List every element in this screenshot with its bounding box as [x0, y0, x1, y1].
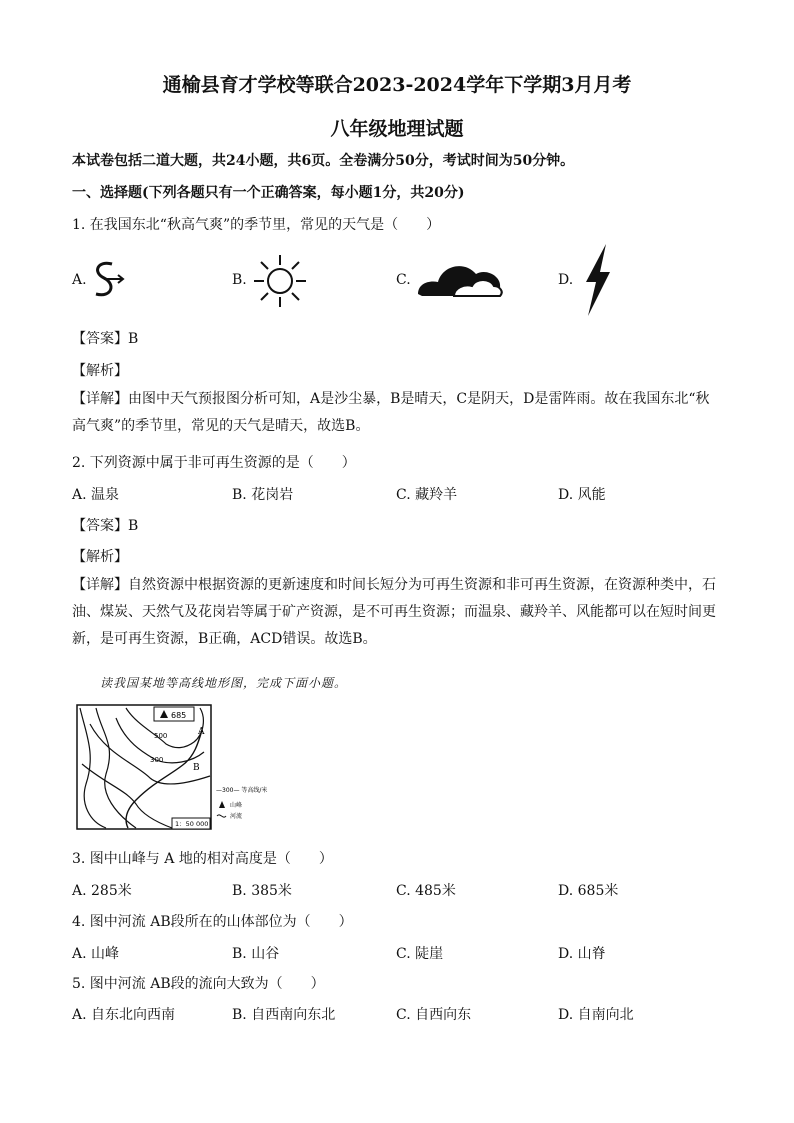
q3-option-a: A. 285米	[72, 883, 132, 899]
q4-option-a: A. 山峰	[72, 946, 120, 962]
q1-option-b: B.	[232, 272, 247, 288]
sandstorm-icon	[90, 258, 130, 302]
cloudy-icon	[414, 256, 506, 300]
q3-option-d: D. 685米	[558, 883, 619, 899]
legend-river-icon	[217, 815, 226, 817]
thunderstorm-icon	[580, 242, 614, 318]
point-a-label: A	[198, 727, 205, 737]
contour-label-300: 300	[150, 756, 164, 764]
sun-icon	[252, 253, 308, 309]
question-1-stem: 1. 在我国东北“秋高气爽”的季节里，常见的天气是（ ）	[72, 217, 441, 233]
section-heading: 一、选择题(下列各题只有一个正确答案，每小题1分，共20分)	[72, 185, 465, 201]
q5-option-b: B. 自西南向东北	[232, 1007, 336, 1023]
q1-option-c: C.	[396, 272, 411, 288]
legend-peak: 山峰	[230, 802, 243, 809]
question-3-stem: 3. 图中山峰与 A 地的相对高度是（ ）	[72, 851, 333, 867]
q2-option-c: C. 藏羚羊	[396, 487, 458, 503]
exam-subtitle: 八年级地理试题	[330, 118, 464, 140]
contour-map	[76, 704, 288, 832]
question-2-stem: 2. 下列资源中属于非可再生资源的是（ ）	[72, 455, 356, 471]
legend-contour: —300— 等高线/米	[216, 787, 268, 794]
q2-detail: 【详解】自然资源中根据资源的更新速度和时间长短分为可再生资源和非可再生资源，在资源种类中，石油、煤炭、天然气及花岗岩等属于矿产资源，是不可再生资源；而温泉、藏羚羊、风能都可以在短时间更新，是可再生资源，B正确，ACD错误。故选B。	[72, 577, 716, 647]
peak-elevation-label: 685	[171, 711, 187, 720]
q4-option-c: C. 陡崖	[396, 946, 444, 962]
q4-option-d: D. 山脊	[558, 946, 606, 962]
q2-option-b: B. 花岗岩	[232, 487, 294, 503]
map-scale: 1：50 000	[175, 820, 209, 828]
q4-option-b: B. 山谷	[232, 946, 280, 962]
q2-option-a: A. 温泉	[72, 487, 120, 503]
q1-option-a: A.	[72, 272, 87, 288]
question-5-stem: 5. 图中河流 AB段的流向大致为（ ）	[72, 976, 325, 992]
contour-label-500: 500	[154, 732, 168, 740]
q3-option-b: B. 385米	[232, 883, 292, 899]
q1-option-d: D.	[558, 272, 574, 288]
exam-intro: 本试卷包括二道大题，共24小题，共6页。全卷满分50分，考试时间为50分钟。	[72, 153, 575, 169]
q3-option-c: C. 485米	[396, 883, 456, 899]
question-4-stem: 4. 图中河流 AB段所在的山体部位为（ ）	[72, 914, 353, 930]
q5-option-a: A. 自东北向西南	[72, 1007, 176, 1023]
q5-option-d: D. 自南向北	[558, 1007, 634, 1023]
q2-answer: 【答案】B	[72, 518, 139, 534]
map-intro: 读我国某地等高线地形图，完成下面小题。	[100, 676, 348, 690]
exam-title: 通榆县育才学校等联合2023-2024学年下学期3月月考	[162, 74, 632, 96]
q1-answer: 【答案】B	[72, 331, 139, 347]
point-b-label: B	[193, 763, 200, 773]
legend-peak-icon	[219, 801, 225, 808]
legend-river: 河流	[230, 813, 243, 820]
q2-option-d: D. 风能	[558, 487, 606, 503]
q1-detail: 【详解】由图中天气预报图分析可知，A是沙尘暴，B是晴天，C是阴天，D是雷阵雨。故在我国东北“秋高气爽”的季节里，常见的天气是晴天，故选B。	[72, 391, 710, 434]
q1-analysis-label: 【解析】	[72, 363, 128, 379]
q2-analysis-label: 【解析】	[72, 549, 128, 565]
contour-map-drawing	[76, 704, 288, 832]
q5-option-c: C. 自西向东	[396, 1007, 472, 1023]
